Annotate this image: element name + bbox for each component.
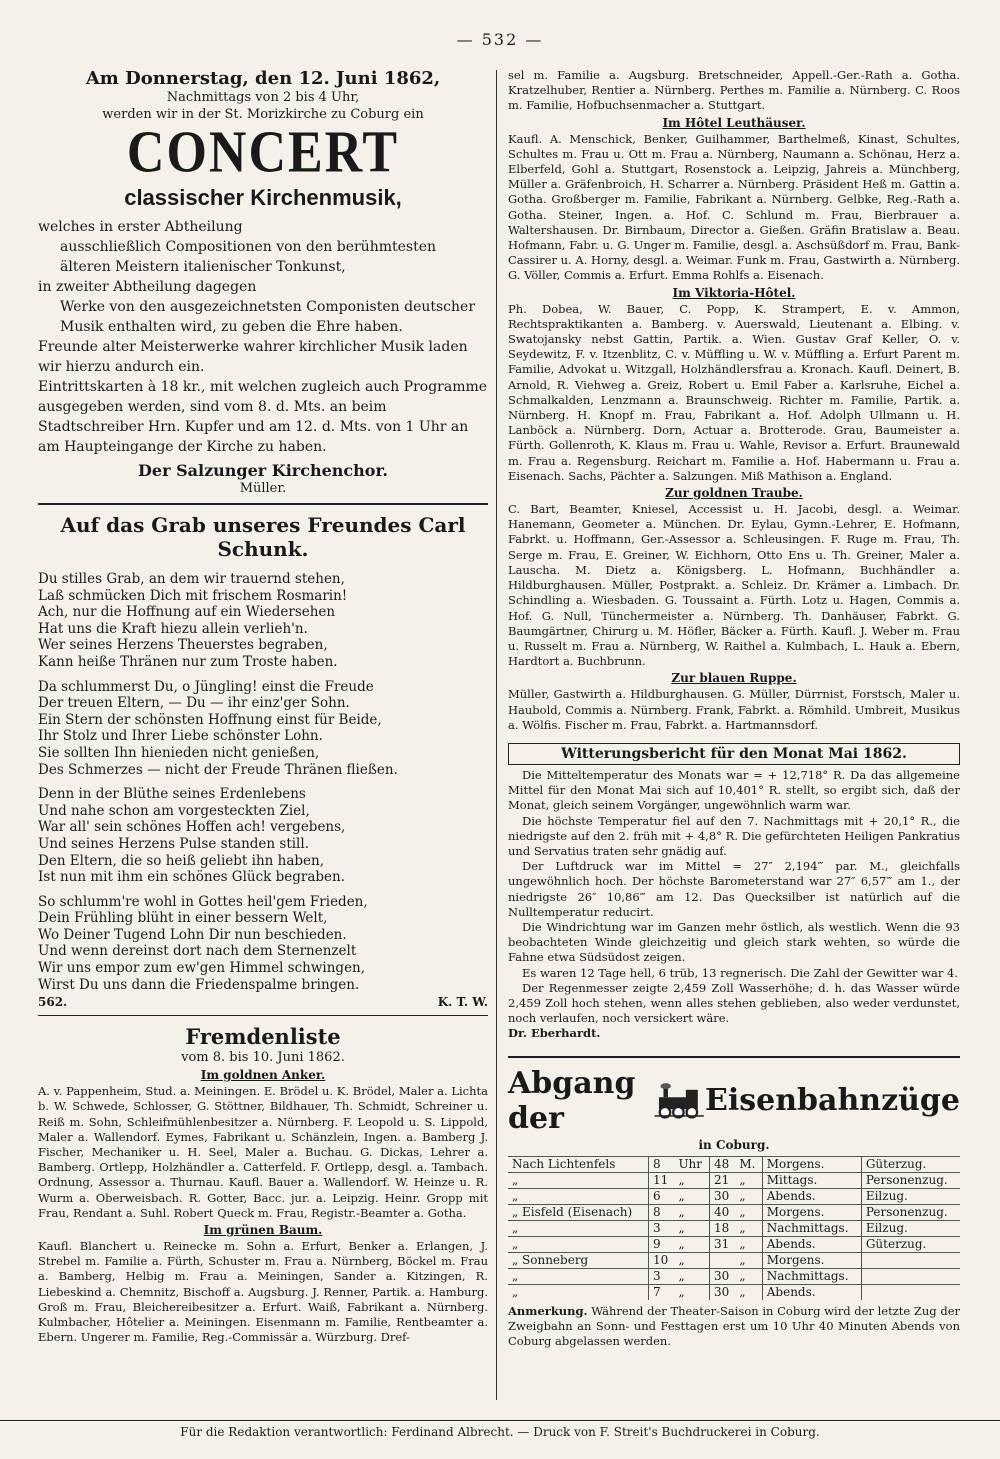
train-cell: Nach Lichtenfels (508, 1156, 648, 1172)
poem-line: Des Schmerzes — nicht der Freude Thränen fließen. (38, 761, 398, 778)
poem-line: Kann heiße Thränen nur zum Troste haben. (38, 653, 338, 670)
train-cell: Personenzug. (861, 1172, 960, 1188)
train-schedule (508, 1056, 960, 1350)
train-cell: „ (508, 1172, 648, 1188)
train-row (508, 1204, 960, 1220)
concert-part1-label: welches in erster Abtheilung (38, 219, 243, 235)
train-cell: 3 (648, 1220, 674, 1236)
train-cell: „ (735, 1188, 762, 1204)
hotel-guests: Kaufl. A. Menschick, Benker, Guilhammer, Barthelmeß, Kinast, Schultes, Schultes m. Frau u. Ott m. Frau a. Nürnberg, Naumann a. Schönau, Herz a. Elberfeld, Gohl a. Stuttgart, Rosenstock a. Leipzig, Jahreis a. Münchberg, Müller a. Gräfenbroich, H. Scharrer a. Nürnberg. Präsident Heß m. Gattin a. Gotha. Großberger m. Familie, Fabrikant a. Nürnberg. Gelbke, Reg.-Rath a. Gotha. Steiner, Ingen. a. Hof. C. Schlund m. Frau, Bierbrauer a. Waltershausen. Dr. Birnbaum, Director a. Gießen. Gräfin Bratislaw a. Beau. Hofmann, Fabr. u. G. Unger m. Familie, desgl. a. Aschsüßdorf m. Frau, Bank-Cassirer u. A. Horny, desgl. a. Weimar. Funk m. Frau, Gastwirth a. Nürnberg. G. Völler, Commis a. Erfurt. Emma Rohlfs a. Eisenach. (508, 131, 960, 283)
train-cell: 8 (648, 1156, 674, 1172)
train-cell: Morgens. (762, 1204, 861, 1220)
train-row (508, 1284, 960, 1300)
concert-part1-text: ausschließlich Compositionen von den berühmtesten älteren Meistern italienischer Tonkunst, (60, 239, 437, 275)
train-cell: 30 (709, 1188, 735, 1204)
poem-stanza (38, 679, 488, 779)
train-row (508, 1252, 960, 1268)
section-divider (38, 503, 488, 505)
hotel-heading: Im Viktoria-Hôtel. (672, 285, 796, 300)
train-cell: „ (674, 1188, 709, 1204)
poem-line: Sie sollten Ihn hienieden nicht genießen, (38, 744, 320, 761)
concert-intro: werden wir in der St. Morizkirche zu Coburg ein (102, 107, 424, 122)
poem-line: Und seines Herzens Pulse standen still. (38, 835, 309, 852)
section-divider (38, 1015, 488, 1016)
guest-list-title: Fremdenliste (185, 1024, 341, 1050)
train-cell: 8 (648, 1204, 674, 1220)
hotel-guests: Kaufl. Blanchert u. Reinecke m. Sohn a. Erfurt, Benker a. Erlangen, J. Strebel m. Familie a. Fürth, Schuster m. Frau a. Nürnberg, Böckel m. Frau a. Bamberg, Helbig m. Frau a. Meiningen, Sander a. Kitzingen, R. Liebeskind a. Chemnitz, Bischoff a. Augsburg. J. Renner, Partik. a. Hamburg. Groß m. Frau, Bleichereibesitzer a. Erfurt. Waiß, Fabrikant a. Nürnberg. Kulmbacher, Hôtelier a. Meiningen. Eisenmann m. Familie, Rentbeamter a. Ebern. Ungerer m. Familie, Reg.-Commissär a. Würzburg. Dref- (38, 1239, 488, 1345)
concert-part2-label: in zweiter Abtheilung dagegen (38, 279, 257, 295)
train-cell: 9 (648, 1236, 674, 1252)
train-cell: Abends. (762, 1188, 861, 1204)
train-header (508, 1066, 960, 1136)
hotel-guests: A. v. Pappenheim, Stud. a. Meiningen. E. Brödel u. K. Brödel, Maler a. Lichta b. W. Schwede, Schlosser, G. Stöttner, Bildhauer, Th. Schmidt, Schreiner u. Reiß m. Sohn, Schleifmühlenbesitzer a. Nürnberg. F. Leopold u. S. Lippold, Maler a. Wallendorf. Eymes, Fabrikant u. Schänzlein, Ingen. a. Bamberg J. Fischer, Mechaniker u. H. Seel, Maler a. Buchau. G. Dickas, Lehrer a. Bamberg. Ortlepp, Holzhändler a. Catterfeld. F. Ortlepp, desgl. a. Tambach. Ordnung, Assessor a. Thurnau. Kaufl. Bauer a. Wallendorf. W. Heinze u. R. Wurm a. Oberweisbach. R. Gotter, Bacc. jur. a. Leipzig. Heinr. Gropp mit Frau, Rendant a. Suhl. Robert Queck m. Frau, Registr.-Beamter a. Gotha. (38, 1084, 488, 1220)
train-row (508, 1188, 960, 1204)
train-cell: „ (735, 1268, 762, 1284)
train-cell: „ (735, 1204, 762, 1220)
concert-announcement (38, 68, 488, 497)
poem-line: Da schlummerst Du, o Jüngling! einst die Freude (38, 678, 374, 695)
concert-date: Am Donnerstag, den 12. Juni 1862, (85, 68, 441, 89)
train-cell: „ (735, 1172, 762, 1188)
train-cell (861, 1284, 960, 1300)
footer: Für die Redaktion verantwortlich: Ferdinand Albrecht. — Druck von F. Streit's Buchdruckerei in Coburg. (0, 1420, 1000, 1439)
train-cell: Eilzug. (861, 1188, 960, 1204)
train-cell: „ (674, 1268, 709, 1284)
train-cell: „ (508, 1220, 648, 1236)
guest-list-dates: vom 8. bis 10. Juni 1862. (181, 1050, 345, 1066)
train-table (508, 1156, 960, 1300)
train-cell: 40 (709, 1204, 735, 1220)
weather-title: Witterungsbericht für den Monat Mai 1862. (508, 743, 960, 765)
poem-line: Laß schmücken Dich mit frischem Rosmarin! (38, 587, 348, 604)
poem-stanza (38, 786, 488, 886)
train-cell: Abends. (762, 1236, 861, 1252)
weather-paragraph: Der Regenmesser zeigte 2,459 Zoll Wasserhöhe; d. h. das Wasser würde 2,459 Zoll hoch stehen, wenn alles stehen geblieben, also weder verdunstet, noch verlaufen, noch versickert wäre. (508, 980, 960, 1026)
train-cell: „ (674, 1204, 709, 1220)
train-cell: „ (735, 1236, 762, 1252)
train-note (508, 1304, 960, 1350)
train-cell (861, 1252, 960, 1268)
poem-line: Ein Stern der schönsten Hoffnung einst für Beide, (38, 711, 382, 728)
concert-tickets: Eintrittskarten à 18 kr., mit welchen zugleich auch Programme ausgegeben werden, sind vom 8. d. Mts. an beim Stadtschreiber Hrn. Kupfer und am 12. d. Mts. von 1 Uhr an am Haupteingange der Kirche zu haben. (38, 379, 488, 455)
train-table-body (508, 1156, 960, 1300)
locomotive-icon (653, 1076, 705, 1126)
poem-signature (38, 995, 488, 1009)
weather-paragraph: Es waren 12 Tage hell, 6 trüb, 13 regnerisch. Die Zahl der Gewitter war 4. (522, 965, 959, 980)
train-cell: 7 (648, 1284, 674, 1300)
poem-line: Ist nun mit ihm ein schönes Glück begraben. (38, 869, 346, 886)
train-cell (709, 1252, 735, 1268)
train-cell (861, 1268, 960, 1284)
poem-line: Ihr Stolz und Ihrer Liebe schönster Lohn. (38, 728, 323, 745)
train-cell: 10 (648, 1252, 674, 1268)
hotel-heading: Im grünen Baum. (203, 1223, 323, 1238)
train-cell: „ (735, 1252, 762, 1268)
train-cell: Nachmittags. (762, 1220, 861, 1236)
poem-line: Wir uns empor zum ew'gen Himmel schwingen, (38, 960, 366, 977)
train-cell: 6 (648, 1188, 674, 1204)
train-cell: Güterzug. (861, 1156, 960, 1172)
train-cell: M. (735, 1156, 762, 1172)
poem-stanza (38, 571, 488, 671)
train-cell: Morgens. (762, 1156, 861, 1172)
train-cell: „ (735, 1284, 762, 1300)
train-row (508, 1236, 960, 1252)
hotel-guests: C. Bart, Beamter, Kniesel, Accessist u. H. Jacobi, desgl. a. Weimar. Hanemann, Geometer a. München. Dr. Eylau, Gymn.-Lehrer, E. Hofmann, Fabrkt. u. Hoffmann, Ger.-Assessor a. Schleusingen. F. Ruge m. Frau, Th. Serge m. Frau, E. Greiner, W. Eichhorn, Otto Ens u. Th. Greiner, Maler a. Lauscha. M. Dietz a. Königsberg. L. Hofmann, Buchhändler a. Hildburghausen. Müller, Postprakt. a. Schleiz. Dr. Krämer a. Limbach. Dr. Schindling a. Wiesbaden. G. Toussaint a. Fürth. Lotz u. Hagen, Commis a. Hof. G. Null, Tünchermeister a. Nürnberg. Th. Danhäuser, Fabrkt. G. Baumgärtner, Chirurg u. M. Höfler, Bäcker a. Fürth. Kaufl. J. Weber m. Frau u. Russelt m. Frau a. Nürnberg, W. Raithel a. Kulmbach, L. Hauk a. Ebern, Hardtort a. Buchbrunn. (508, 502, 960, 669)
poem-line: Der treuen Eltern, — Du — ihr einz'ger Sohn. (38, 695, 350, 712)
hotel-heading: Zur blauen Ruppe. (671, 671, 797, 686)
train-cell: „ Eisfeld (Eisenach) (508, 1204, 648, 1220)
poem-line: Du stilles Grab, an dem wir trauernd stehen, (38, 571, 345, 587)
train-note-label: Anmerkung. (508, 1303, 588, 1318)
weather-paragraph: Der Luftdruck war im Mittel = 27″ 2,194‴ par. M., gleichfalls ungewöhnlich hoch. Der höchste Barometerstand war 27″ 6,57‴ am 1., der niedrigste 26″ 10,86‴ am 12. Das Quecksilber ist natürlich auf die Nulltemperatur reducirt. (508, 859, 960, 919)
poem-line: Denn in der Blüthe seines Erdenlebens (38, 786, 306, 803)
train-cell: 18 (709, 1220, 735, 1236)
page-number: — 532 — (456, 30, 544, 49)
train-cell: „ (674, 1284, 709, 1300)
concert-choir: Der Salzunger Kirchenchor. (138, 461, 388, 480)
train-cell: „ (508, 1284, 648, 1300)
poem-stanza (38, 894, 488, 994)
train-cell: Personenzug. (861, 1204, 960, 1220)
train-cell: 11 (648, 1172, 674, 1188)
train-row (508, 1220, 960, 1236)
train-cell: „ (674, 1220, 709, 1236)
right-column (508, 68, 960, 1349)
poem-line: Wirst Du uns dann die Friedenspalme bringen. (38, 976, 360, 993)
weather-report (508, 743, 960, 1042)
poem-line: Den Eltern, die so heiß geliebt ihn haben, (38, 852, 324, 869)
hotel-heading: Im goldnen Anker. (200, 1068, 326, 1083)
poem-line: So schlumm're wohl in Gottes heil'gem Frieden, (38, 893, 368, 910)
train-cell: Eilzug. (861, 1220, 960, 1236)
train-cell: Uhr (674, 1156, 709, 1172)
poem-title: Auf das Grab unseres Freundes Carl Schunk. (60, 513, 466, 561)
train-cell: „ (735, 1220, 762, 1236)
concert-title: CONCERT (126, 119, 400, 186)
train-cell: Güterzug. (861, 1236, 960, 1252)
weather-paragraph: Die Windrichtung war im Ganzen mehr östlich, als westlich. Wenn die 93 beobachteten Winde gleichzeitig und gleich stark wehten, so würde die Fahne etwa Südsüdost zeigen. (508, 919, 960, 965)
train-row (508, 1172, 960, 1188)
train-cell: 31 (709, 1236, 735, 1252)
train-row (508, 1268, 960, 1284)
concert-invite: Freunde alter Meisterwerke wahrer kirchlicher Musik laden wir hierzu andurch ein. (38, 339, 468, 375)
hotel-guests: Müller, Gastwirth a. Hildburghausen. G. Müller, Dürrnist, Forstsch, Maler u. Haubold, Commis a. Nürnberg. Frank, Fabrkt. a. Römhild. Umbreit, Musikus a. Wölfis. Fischer m. Frau, Fabrkt. a. Hartmannsdorf. (508, 687, 960, 732)
train-row (508, 1156, 960, 1172)
train-cell: „ (508, 1268, 648, 1284)
train-cell: „ (674, 1236, 709, 1252)
poem-line: Ach, nur die Hoffnung auf ein Wiedersehen (38, 604, 336, 621)
poem-line: War all' sein schönes Hoffen ach! vergebens, (38, 819, 346, 836)
poem-number: 562. (38, 995, 68, 1010)
train-cell: Abends. (762, 1284, 861, 1300)
weather-paragraph: Die Mitteltemperatur des Monats war = + 12,718° R. Da das allgemeine Mittel für den Monat Mai sich auf 10,401° R. stellt, so ergibt sich, daß der Monat, gleich seinem Vorgänger, ungewöhnlich warm war. (508, 767, 960, 813)
poem-line: Und wenn dereinst dort nach dem Sternenzelt (38, 943, 357, 960)
train-cell: Mittags. (762, 1172, 861, 1188)
hotel-heading: Im Hôtel Leuthäuser. (662, 115, 806, 130)
hotel-guests: Ph. Dobea, W. Bauer, C. Popp, K. Strampert, E. v. Ammon, Rechtspraktikanten a. Bamberg. v. Auerswald, Lieutenant a. Elbing. v. Swatojansky nebst Gattin, Partik. a. Wien. Gustav Graf Keller, O. v. Seydewitz, F. v. Itzenblitz, C. v. Müffling u. W. v. Müffling a. Erfurt Parent m. Familie, Advokat u. Witzgall, Holzhändlersfrau a. Kronach. Kaufl. Deinert, B. Arnold, R. Viehweg a. Greiz, Robert u. Emil Faber a. Karlsruhe, Eichel a. Schmalkalden, Lenzmann a. Braunschweig. Richter m. Familie, Partik. a. Nürnberg. H. Knopf m. Frau, Fabrikant a. Hof. Adolph Ullmann u. H. Lanböck a. Nürnberg. Dorn, Actuar a. Brotterode. Grau, Baumeister a. Fürth. Gollenroth, K. Klaus m. Frau u. Wahle, Revisor a. Erfurt. Braunewald m. Frau a. Regensburg. Reichart m. Familie a. Hof. Habermann u. Frau a. Eisenach. Sachs, Pächter a. Salzungen. Miß Mathison a. England. (508, 301, 960, 483)
train-cell: „ Sonneberg (508, 1252, 648, 1268)
poem-line: Hat uns die Kraft hiezu allein verlieh'n. (38, 620, 308, 637)
concert-time: Nachmittags von 2 bis 4 Uhr, (166, 90, 360, 105)
left-column (38, 68, 488, 1346)
train-title-right: Eisenbahnzüge (705, 1083, 960, 1119)
weather-signer: Dr. Eberhardt. (508, 1026, 601, 1041)
concert-signer: Müller. (239, 481, 287, 496)
train-cell: „ (674, 1172, 709, 1188)
train-cell: „ (508, 1236, 648, 1252)
guest-list (38, 1024, 488, 1345)
train-cell: Nachmittags. (762, 1268, 861, 1284)
poem-author: K. T. W. (437, 995, 488, 1010)
train-cell: „ (674, 1252, 709, 1268)
train-cell: Morgens. (762, 1252, 861, 1268)
column-divider (496, 70, 497, 1400)
train-cell: 30 (709, 1284, 735, 1300)
train-cell: 48 (709, 1156, 735, 1172)
concert-subtitle: classischer Kirchenmusik, (124, 185, 402, 210)
train-cell: „ (508, 1188, 648, 1204)
train-cell: 3 (648, 1268, 674, 1284)
train-cell: 30 (709, 1268, 735, 1284)
train-cell: 21 (709, 1172, 735, 1188)
train-note-text: Während der Theater-Saison in Coburg wird der letzte Zug der Zweigbahn an Sonn- und Festtagen erst um 10 Uhr 40 Minuten Abends von Coburg abgelassen werden. (508, 1303, 961, 1348)
memorial-poem (38, 513, 488, 1009)
poem-line: Wo Deiner Tugend Lohn Dir nun beschieden. (38, 926, 347, 943)
poem-line: Wer seines Herzens Theuerstes begraben, (38, 637, 328, 654)
hotel-heading: Zur goldnen Traube. (665, 486, 803, 501)
poem-line: Dein Frühling blüht in einer bessern Welt, (38, 910, 328, 927)
hotel-guests: sel m. Familie a. Augsburg. Bretschneider, Appell.-Ger.-Rath a. Gotha. Kratzelhuber, Rentier a. Nürnberg. Perthes m. Familie a. Nürnberg. C. Roos m. Familie, Hofbuchsenmacher a. Stuttgart. (508, 68, 960, 113)
concert-part2-text: Werke von den ausgezeichnetsten Componisten deutscher Musik enthalten wird, zu geben die Ehre haben. (60, 299, 476, 335)
poem-line: Und nahe schon am vorgesteckten Ziel, (38, 802, 310, 819)
train-subtitle: in Coburg. (698, 1137, 770, 1152)
weather-paragraph: Die höchste Temperatur fiel auf den 7. Nachmittags mit + 20,1° R., die niedrigste auf den 2. früh mit + 4,8° R. Die gefürchteten Heiligen Pankratius und Servatius traten sehr gnädig auf. (508, 813, 960, 858)
train-title-left: Abgang der (508, 1065, 636, 1136)
